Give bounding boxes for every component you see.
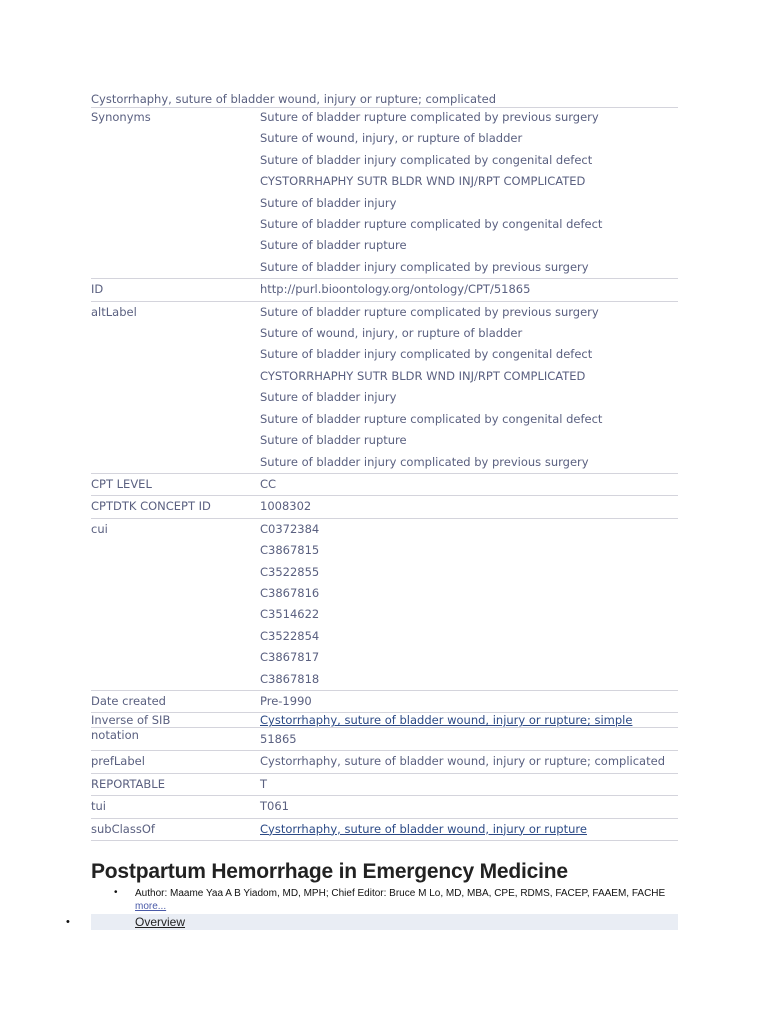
bullet-icon: • (66, 916, 70, 928)
row-key: cui (91, 521, 108, 536)
date-created-value: Pre-1990 (260, 693, 312, 708)
author-line (135, 887, 675, 913)
row-cptdtk-concept-id (91, 496, 678, 518)
list-item: C3522854 (260, 628, 320, 643)
list-item: Suture of bladder rupture complicated by congenital defect (260, 411, 603, 426)
list-item: Suture of bladder rupture complicated by previous surgery (260, 110, 599, 124)
list-item: C3514622 (260, 607, 320, 622)
list-item: C0372384 (260, 521, 320, 536)
list-item: Suture of bladder injury complicated by previous surgery (260, 454, 589, 469)
list-item: C3867815 (260, 543, 320, 558)
list-item: C3867817 (260, 650, 320, 665)
list-item: Suture of bladder injury (260, 390, 397, 405)
row-key: altLabel (91, 304, 137, 319)
table-caption: Cystorrhaphy, suture of bladder wound, injury or rupture; complicated (91, 92, 678, 108)
list-item: Suture of bladder injury (260, 195, 397, 210)
row-key: subClassOf (91, 821, 155, 836)
list-item: C3522855 (260, 564, 320, 579)
author-text: Author: Maame Yaa A B Yiadom, MD, MPH; Chief Editor: Bruce M Lo, MD, MBA, CPE, RDMS, FACEP, FAAEM, FACHE (135, 888, 666, 899)
id-value: http://purl.bioontology.org/ontology/CPT/51865 (260, 282, 531, 297)
row-reportable (91, 773, 678, 795)
cptdtk-value: 1008302 (260, 499, 312, 514)
row-altlabel (91, 301, 678, 473)
list-item: C3867816 (260, 585, 320, 600)
reportable-value: T (260, 776, 268, 791)
bullet-icon: • (114, 887, 118, 898)
article-title: Postpartum Hemorrhage in Emergency Medicine (91, 860, 568, 883)
list-item: Suture of bladder rupture complicated by congenital defect (260, 217, 603, 232)
tui-value: T061 (260, 799, 289, 814)
row-cpt-level (91, 473, 678, 495)
row-preflabel (91, 751, 678, 773)
list-item: Suture of bladder injury complicated by congenital defect (260, 347, 593, 362)
row-key: Inverse of SIB (91, 713, 171, 728)
row-cui (91, 518, 678, 690)
preflabel-value: Cystorrhaphy, suture of bladder wound, injury or rupture; complicated (260, 754, 665, 769)
row-synonyms (91, 107, 678, 279)
subclassof-link[interactable]: Cystorrhaphy, suture of bladder wound, injury or rupture (260, 821, 587, 836)
row-key: Synonyms (91, 110, 151, 124)
list-item: CYSTORRHAPHY SUTR BLDR WND INJ/RPT COMPLICATED (260, 174, 586, 189)
list-item: Suture of bladder rupture (260, 433, 407, 448)
list-item: Suture of bladder rupture complicated by previous surgery (260, 304, 599, 319)
inverse-sib-link[interactable]: Cystorrhaphy, suture of bladder wound, injury or rupture; simple (260, 713, 633, 728)
row-key: CPTDTK CONCEPT ID (91, 499, 211, 514)
notation-value: 51865 (260, 732, 297, 747)
list-item: Suture of wound, injury, or rupture of bladder (260, 326, 523, 341)
row-key: notation (91, 728, 139, 743)
row-key: ID (91, 282, 104, 297)
overview-link[interactable]: Overview (135, 915, 186, 929)
properties-table (91, 107, 678, 841)
list-item: C3867818 (260, 671, 320, 686)
row-notation (91, 728, 678, 751)
row-inverse-of-sib (91, 713, 678, 728)
list-item: Suture of bladder injury complicated by congenital defect (260, 152, 593, 167)
row-date-created (91, 690, 678, 712)
list-item: Suture of wound, injury, or rupture of bladder (260, 131, 523, 146)
cpt-level-value: CC (260, 476, 277, 491)
list-item: Suture of bladder injury complicated by previous surgery (260, 259, 589, 274)
row-subclassof (91, 818, 678, 840)
row-key: REPORTABLE (91, 776, 165, 791)
row-tui (91, 796, 678, 818)
list-item: Suture of bladder rupture (260, 238, 407, 253)
row-id (91, 279, 678, 301)
row-key: prefLabel (91, 754, 145, 769)
more-link[interactable]: more... (135, 901, 167, 912)
row-key: Date created (91, 693, 166, 708)
list-item: CYSTORRHAPHY SUTR BLDR WND INJ/RPT COMPLICATED (260, 368, 586, 383)
row-key: CPT LEVEL (91, 476, 152, 491)
row-key: tui (91, 799, 106, 814)
